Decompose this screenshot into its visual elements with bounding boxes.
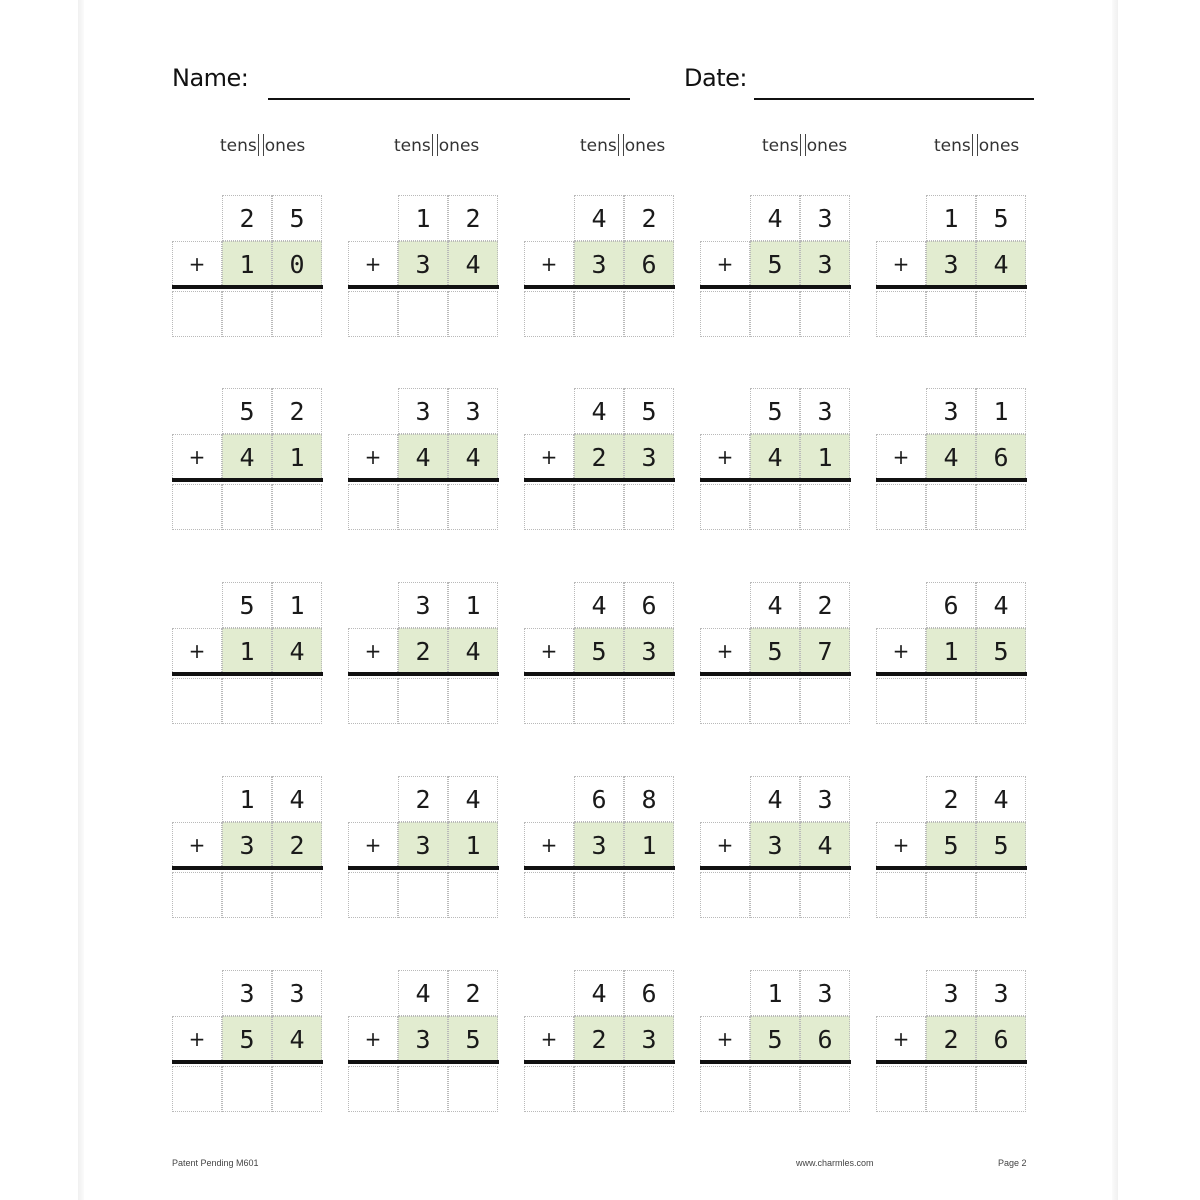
sum-line bbox=[700, 1060, 851, 1064]
answer-hundreds-box[interactable] bbox=[700, 678, 750, 724]
answer-tens-box[interactable] bbox=[750, 678, 800, 724]
bottom-tens-digit: 4 bbox=[750, 434, 800, 480]
plus-sign: + bbox=[348, 241, 398, 287]
sum-line bbox=[172, 1060, 323, 1064]
ones-label: ones bbox=[978, 136, 1020, 156]
plus-sign: + bbox=[348, 434, 398, 480]
addition-problem bbox=[876, 388, 1028, 530]
ones-label: ones bbox=[264, 136, 306, 156]
answer-tens-box[interactable] bbox=[222, 291, 272, 337]
answer-hundreds-box[interactable] bbox=[348, 678, 398, 724]
answer-tens-box[interactable] bbox=[750, 872, 800, 918]
addition-problem bbox=[524, 776, 676, 918]
answer-tens-box[interactable] bbox=[926, 291, 976, 337]
bottom-ones-digit: 1 bbox=[448, 822, 498, 868]
bottom-ones-digit: 4 bbox=[800, 822, 850, 868]
plus-sign: + bbox=[876, 434, 926, 480]
addition-problem bbox=[524, 582, 676, 724]
answer-tens-box[interactable] bbox=[750, 291, 800, 337]
bottom-ones-digit: 4 bbox=[272, 628, 322, 674]
answer-tens-box[interactable] bbox=[574, 484, 624, 530]
bottom-tens-digit: 2 bbox=[398, 628, 448, 674]
top-tens-digit: 4 bbox=[574, 195, 624, 241]
answer-hundreds-box[interactable] bbox=[348, 484, 398, 530]
addition-problem bbox=[876, 970, 1028, 1112]
plus-sign: + bbox=[172, 1016, 222, 1062]
answer-tens-box[interactable] bbox=[398, 872, 448, 918]
bottom-tens-digit: 5 bbox=[750, 241, 800, 287]
sum-line bbox=[876, 672, 1027, 676]
column-separator bbox=[972, 134, 978, 156]
top-tens-digit: 6 bbox=[926, 582, 976, 628]
plus-sign: + bbox=[700, 822, 750, 868]
top-tens-digit: 4 bbox=[750, 195, 800, 241]
page-edge-right bbox=[1112, 0, 1118, 1200]
sum-line bbox=[172, 866, 323, 870]
addition-problem bbox=[172, 388, 324, 530]
answer-ones-box[interactable] bbox=[272, 872, 322, 918]
answer-ones-box[interactable] bbox=[448, 678, 498, 724]
addition-problem bbox=[700, 195, 852, 337]
answer-tens-box[interactable] bbox=[398, 1066, 448, 1112]
bottom-tens-digit: 5 bbox=[926, 822, 976, 868]
top-ones-digit: 3 bbox=[800, 195, 850, 241]
ones-label: ones bbox=[438, 136, 480, 156]
top-tens-digit: 5 bbox=[222, 582, 272, 628]
top-tens-digit: 2 bbox=[222, 195, 272, 241]
bottom-tens-digit: 3 bbox=[926, 241, 976, 287]
name-field[interactable] bbox=[268, 98, 630, 100]
bottom-ones-digit: 4 bbox=[272, 1016, 322, 1062]
answer-tens-box[interactable] bbox=[222, 872, 272, 918]
top-ones-digit: 1 bbox=[976, 388, 1026, 434]
bottom-ones-digit: 1 bbox=[272, 434, 322, 480]
top-ones-digit: 3 bbox=[448, 388, 498, 434]
answer-hundreds-box[interactable] bbox=[172, 678, 222, 724]
answer-hundreds-box[interactable] bbox=[524, 291, 574, 337]
answer-ones-box[interactable] bbox=[624, 678, 674, 724]
bottom-tens-digit: 4 bbox=[398, 434, 448, 480]
answer-hundreds-box[interactable] bbox=[524, 872, 574, 918]
answer-tens-box[interactable] bbox=[222, 484, 272, 530]
answer-ones-box[interactable] bbox=[800, 872, 850, 918]
answer-hundreds-box[interactable] bbox=[700, 291, 750, 337]
answer-tens-box[interactable] bbox=[398, 291, 448, 337]
answer-hundreds-box[interactable] bbox=[700, 872, 750, 918]
addition-problem bbox=[348, 776, 500, 918]
plus-sign: + bbox=[172, 822, 222, 868]
bottom-tens-digit: 5 bbox=[750, 1016, 800, 1062]
top-ones-digit: 4 bbox=[448, 776, 498, 822]
top-tens-digit: 3 bbox=[398, 388, 448, 434]
top-tens-digit: 4 bbox=[398, 970, 448, 1016]
tens-label: tens bbox=[580, 136, 617, 156]
answer-ones-box[interactable] bbox=[448, 872, 498, 918]
answer-ones-box[interactable] bbox=[448, 1066, 498, 1112]
tens-label: tens bbox=[394, 136, 431, 156]
plus-sign: + bbox=[172, 434, 222, 480]
addition-problem bbox=[524, 388, 676, 530]
footer-page-number: Page 2 bbox=[998, 1158, 1027, 1168]
sum-line bbox=[524, 672, 675, 676]
plus-sign: + bbox=[524, 628, 574, 674]
bottom-tens-digit: 3 bbox=[574, 241, 624, 287]
top-ones-digit: 2 bbox=[448, 970, 498, 1016]
answer-ones-box[interactable] bbox=[800, 678, 850, 724]
bottom-ones-digit: 4 bbox=[976, 241, 1026, 287]
top-tens-digit: 3 bbox=[398, 582, 448, 628]
plus-sign: + bbox=[876, 1016, 926, 1062]
answer-ones-box[interactable] bbox=[448, 291, 498, 337]
top-ones-digit: 6 bbox=[624, 582, 674, 628]
answer-tens-box[interactable] bbox=[398, 484, 448, 530]
top-tens-digit: 5 bbox=[750, 388, 800, 434]
addition-problem bbox=[348, 970, 500, 1112]
bottom-tens-digit: 5 bbox=[750, 628, 800, 674]
top-tens-digit: 4 bbox=[574, 388, 624, 434]
answer-ones-box[interactable] bbox=[976, 872, 1026, 918]
bottom-tens-digit: 4 bbox=[926, 434, 976, 480]
answer-ones-box[interactable] bbox=[976, 1066, 1026, 1112]
bottom-tens-digit: 3 bbox=[398, 1016, 448, 1062]
top-ones-digit: 2 bbox=[624, 195, 674, 241]
addition-problem bbox=[876, 195, 1028, 337]
answer-hundreds-box[interactable] bbox=[700, 484, 750, 530]
plus-sign: + bbox=[524, 1016, 574, 1062]
answer-ones-box[interactable] bbox=[448, 484, 498, 530]
bottom-tens-digit: 2 bbox=[926, 1016, 976, 1062]
sum-line bbox=[348, 285, 499, 289]
answer-hundreds-box[interactable] bbox=[524, 678, 574, 724]
place-value-header bbox=[220, 134, 305, 156]
bottom-ones-digit: 6 bbox=[976, 1016, 1026, 1062]
bottom-tens-digit: 1 bbox=[926, 628, 976, 674]
sum-line bbox=[876, 285, 1027, 289]
sum-line bbox=[876, 1060, 1027, 1064]
bottom-ones-digit: 2 bbox=[272, 822, 322, 868]
bottom-tens-digit: 3 bbox=[222, 822, 272, 868]
sum-line bbox=[348, 478, 499, 482]
bottom-tens-digit: 1 bbox=[222, 628, 272, 674]
top-tens-digit: 4 bbox=[750, 582, 800, 628]
tens-label: tens bbox=[762, 136, 799, 156]
answer-hundreds-box[interactable] bbox=[876, 872, 926, 918]
bottom-ones-digit: 3 bbox=[624, 1016, 674, 1062]
bottom-ones-digit: 5 bbox=[448, 1016, 498, 1062]
bottom-tens-digit: 5 bbox=[222, 1016, 272, 1062]
sum-line bbox=[172, 672, 323, 676]
answer-hundreds-box[interactable] bbox=[876, 484, 926, 530]
bottom-ones-digit: 1 bbox=[624, 822, 674, 868]
answer-ones-box[interactable] bbox=[976, 484, 1026, 530]
answer-hundreds-box[interactable] bbox=[172, 1066, 222, 1112]
column-separator bbox=[258, 134, 264, 156]
answer-hundreds-box[interactable] bbox=[172, 484, 222, 530]
bottom-tens-digit: 5 bbox=[574, 628, 624, 674]
top-ones-digit: 2 bbox=[800, 582, 850, 628]
sum-line bbox=[524, 478, 675, 482]
sum-line bbox=[172, 478, 323, 482]
answer-tens-box[interactable] bbox=[926, 678, 976, 724]
name-label: Name: bbox=[172, 64, 249, 92]
top-tens-digit: 3 bbox=[926, 388, 976, 434]
ones-label: ones bbox=[624, 136, 666, 156]
bottom-ones-digit: 4 bbox=[448, 241, 498, 287]
bottom-tens-digit: 4 bbox=[222, 434, 272, 480]
addition-problem bbox=[172, 582, 324, 724]
place-value-header bbox=[762, 134, 847, 156]
sum-line bbox=[876, 478, 1027, 482]
answer-tens-box[interactable] bbox=[222, 678, 272, 724]
sum-line bbox=[524, 1060, 675, 1064]
plus-sign: + bbox=[700, 628, 750, 674]
plus-sign: + bbox=[524, 241, 574, 287]
top-ones-digit: 3 bbox=[800, 388, 850, 434]
sum-line bbox=[700, 672, 851, 676]
addition-problem bbox=[700, 970, 852, 1112]
bottom-ones-digit: 4 bbox=[448, 434, 498, 480]
bottom-ones-digit: 1 bbox=[800, 434, 850, 480]
date-label: Date: bbox=[684, 64, 747, 92]
top-tens-digit: 1 bbox=[398, 195, 448, 241]
sum-line bbox=[172, 285, 323, 289]
answer-tens-box[interactable] bbox=[574, 872, 624, 918]
answer-tens-box[interactable] bbox=[926, 484, 976, 530]
answer-tens-box[interactable] bbox=[222, 1066, 272, 1112]
plus-sign: + bbox=[172, 628, 222, 674]
answer-hundreds-box[interactable] bbox=[172, 872, 222, 918]
addition-problem bbox=[348, 195, 500, 337]
page-edge-left bbox=[78, 0, 84, 1200]
bottom-ones-digit: 5 bbox=[976, 628, 1026, 674]
answer-ones-box[interactable] bbox=[624, 872, 674, 918]
answer-ones-box[interactable] bbox=[624, 1066, 674, 1112]
footer-patent: Patent Pending M601 bbox=[172, 1158, 259, 1168]
bottom-tens-digit: 3 bbox=[574, 822, 624, 868]
top-ones-digit: 3 bbox=[976, 970, 1026, 1016]
answer-ones-box[interactable] bbox=[272, 1066, 322, 1112]
sum-line bbox=[348, 672, 499, 676]
sum-line bbox=[524, 285, 675, 289]
place-value-header bbox=[934, 134, 1019, 156]
top-ones-digit: 1 bbox=[448, 582, 498, 628]
plus-sign: + bbox=[876, 822, 926, 868]
top-ones-digit: 4 bbox=[976, 582, 1026, 628]
bottom-ones-digit: 6 bbox=[800, 1016, 850, 1062]
plus-sign: + bbox=[172, 241, 222, 287]
answer-tens-box[interactable] bbox=[926, 872, 976, 918]
top-ones-digit: 5 bbox=[976, 195, 1026, 241]
addition-problem bbox=[524, 195, 676, 337]
bottom-tens-digit: 3 bbox=[398, 241, 448, 287]
place-value-header bbox=[394, 134, 479, 156]
bottom-tens-digit: 2 bbox=[574, 1016, 624, 1062]
bottom-ones-digit: 7 bbox=[800, 628, 850, 674]
top-ones-digit: 5 bbox=[624, 388, 674, 434]
sum-line bbox=[348, 1060, 499, 1064]
top-tens-digit: 3 bbox=[222, 970, 272, 1016]
addition-problem bbox=[524, 970, 676, 1112]
column-separator bbox=[618, 134, 624, 156]
top-tens-digit: 6 bbox=[574, 776, 624, 822]
plus-sign: + bbox=[348, 628, 398, 674]
answer-ones-box[interactable] bbox=[800, 1066, 850, 1112]
plus-sign: + bbox=[876, 241, 926, 287]
bottom-ones-digit: 6 bbox=[976, 434, 1026, 480]
bottom-ones-digit: 3 bbox=[624, 434, 674, 480]
ones-label: ones bbox=[806, 136, 848, 156]
answer-hundreds-box[interactable] bbox=[348, 291, 398, 337]
answer-ones-box[interactable] bbox=[272, 484, 322, 530]
bottom-ones-digit: 6 bbox=[624, 241, 674, 287]
top-ones-digit: 2 bbox=[448, 195, 498, 241]
top-ones-digit: 1 bbox=[272, 582, 322, 628]
answer-ones-box[interactable] bbox=[272, 678, 322, 724]
footer-website: www.charmles.com bbox=[796, 1158, 874, 1168]
answer-ones-box[interactable] bbox=[272, 291, 322, 337]
plus-sign: + bbox=[700, 241, 750, 287]
bottom-tens-digit: 2 bbox=[574, 434, 624, 480]
answer-tens-box[interactable] bbox=[574, 291, 624, 337]
answer-hundreds-box[interactable] bbox=[876, 678, 926, 724]
sum-line bbox=[700, 866, 851, 870]
top-ones-digit: 4 bbox=[272, 776, 322, 822]
bottom-ones-digit: 0 bbox=[272, 241, 322, 287]
top-tens-digit: 3 bbox=[926, 970, 976, 1016]
top-tens-digit: 1 bbox=[926, 195, 976, 241]
answer-hundreds-box[interactable] bbox=[876, 291, 926, 337]
sum-line bbox=[524, 866, 675, 870]
sum-line bbox=[700, 285, 851, 289]
top-tens-digit: 2 bbox=[398, 776, 448, 822]
plus-sign: + bbox=[348, 822, 398, 868]
tens-label: tens bbox=[934, 136, 971, 156]
answer-hundreds-box[interactable] bbox=[524, 484, 574, 530]
top-tens-digit: 2 bbox=[926, 776, 976, 822]
addition-problem bbox=[348, 388, 500, 530]
plus-sign: + bbox=[700, 1016, 750, 1062]
bottom-ones-digit: 3 bbox=[624, 628, 674, 674]
plus-sign: + bbox=[876, 628, 926, 674]
addition-problem bbox=[172, 776, 324, 918]
answer-hundreds-box[interactable] bbox=[524, 1066, 574, 1112]
answer-tens-box[interactable] bbox=[750, 1066, 800, 1112]
bottom-tens-digit: 3 bbox=[750, 822, 800, 868]
top-tens-digit: 1 bbox=[750, 970, 800, 1016]
answer-hundreds-box[interactable] bbox=[700, 1066, 750, 1112]
place-value-header bbox=[580, 134, 665, 156]
plus-sign: + bbox=[524, 822, 574, 868]
column-separator bbox=[800, 134, 806, 156]
answer-tens-box[interactable] bbox=[398, 678, 448, 724]
top-ones-digit: 3 bbox=[272, 970, 322, 1016]
plus-sign: + bbox=[348, 1016, 398, 1062]
top-ones-digit: 3 bbox=[800, 970, 850, 1016]
date-field[interactable] bbox=[754, 98, 1034, 100]
addition-problem bbox=[876, 582, 1028, 724]
plus-sign: + bbox=[700, 434, 750, 480]
top-ones-digit: 5 bbox=[272, 195, 322, 241]
column-separator bbox=[432, 134, 438, 156]
bottom-ones-digit: 4 bbox=[448, 628, 498, 674]
top-ones-digit: 6 bbox=[624, 970, 674, 1016]
answer-ones-box[interactable] bbox=[800, 484, 850, 530]
answer-hundreds-box[interactable] bbox=[876, 1066, 926, 1112]
plus-sign: + bbox=[524, 434, 574, 480]
addition-problem bbox=[700, 388, 852, 530]
answer-tens-box[interactable] bbox=[574, 1066, 624, 1112]
top-ones-digit: 2 bbox=[272, 388, 322, 434]
top-ones-digit: 3 bbox=[800, 776, 850, 822]
bottom-tens-digit: 1 bbox=[222, 241, 272, 287]
answer-tens-box[interactable] bbox=[926, 1066, 976, 1112]
answer-ones-box[interactable] bbox=[976, 678, 1026, 724]
addition-problem bbox=[172, 970, 324, 1112]
bottom-tens-digit: 3 bbox=[398, 822, 448, 868]
bottom-ones-digit: 5 bbox=[976, 822, 1026, 868]
top-tens-digit: 4 bbox=[574, 970, 624, 1016]
addition-problem bbox=[700, 582, 852, 724]
answer-ones-box[interactable] bbox=[800, 291, 850, 337]
top-tens-digit: 4 bbox=[574, 582, 624, 628]
answer-hundreds-box[interactable] bbox=[348, 872, 398, 918]
bottom-ones-digit: 3 bbox=[800, 241, 850, 287]
answer-hundreds-box[interactable] bbox=[348, 1066, 398, 1112]
sum-line bbox=[348, 866, 499, 870]
sum-line bbox=[700, 478, 851, 482]
answer-ones-box[interactable] bbox=[624, 484, 674, 530]
top-ones-digit: 4 bbox=[976, 776, 1026, 822]
answer-tens-box[interactable] bbox=[750, 484, 800, 530]
top-ones-digit: 8 bbox=[624, 776, 674, 822]
top-tens-digit: 4 bbox=[750, 776, 800, 822]
top-tens-digit: 5 bbox=[222, 388, 272, 434]
answer-tens-box[interactable] bbox=[574, 678, 624, 724]
answer-hundreds-box[interactable] bbox=[172, 291, 222, 337]
top-tens-digit: 1 bbox=[222, 776, 272, 822]
addition-problem bbox=[876, 776, 1028, 918]
sum-line bbox=[876, 866, 1027, 870]
answer-ones-box[interactable] bbox=[624, 291, 674, 337]
addition-problem bbox=[172, 195, 324, 337]
tens-label: tens bbox=[220, 136, 257, 156]
addition-problem bbox=[700, 776, 852, 918]
answer-ones-box[interactable] bbox=[976, 291, 1026, 337]
addition-problem bbox=[348, 582, 500, 724]
